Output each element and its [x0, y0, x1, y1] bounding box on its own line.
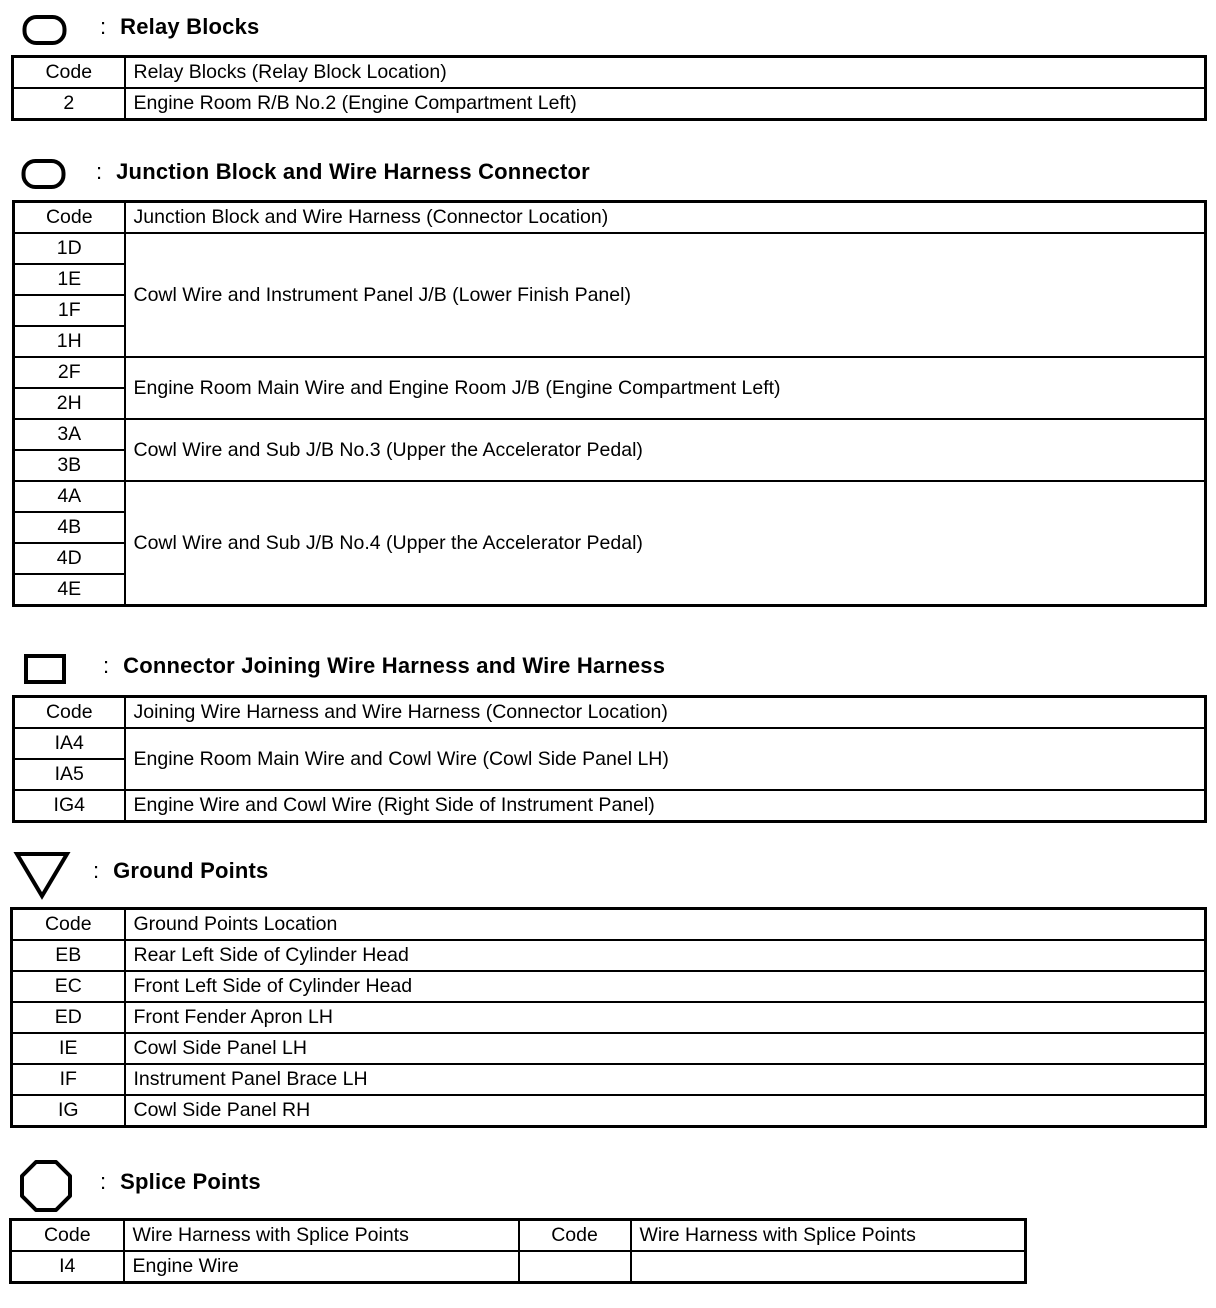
desc-cell: Engine Wire: [124, 1251, 519, 1283]
relay-blocks-table: [11, 55, 1207, 121]
table-row: [12, 971, 1206, 1002]
code-cell: 2: [13, 88, 125, 120]
desc-cell: Front Left Side of Cylinder Head: [125, 971, 1206, 1002]
table-header-row: [11, 1220, 1026, 1252]
code-cell: IA4: [14, 728, 125, 759]
desc-cell-2: [631, 1251, 1026, 1283]
table-row: [12, 1002, 1206, 1033]
table-row: [12, 1064, 1206, 1095]
section-title: Connector Joining Wire Harness and Wire Harness: [123, 653, 666, 678]
connector-table: [12, 695, 1207, 823]
code-cell-2: [519, 1251, 631, 1283]
splice-point-octagon-icon: [18, 1158, 74, 1214]
desc-header: Joining Wire Harness and Wire Harness (Connector Location): [125, 697, 1206, 729]
desc-cell: Instrument Panel Brace LH: [125, 1064, 1206, 1095]
desc-cell: Front Fender Apron LH: [125, 1002, 1206, 1033]
desc-cell: Rear Left Side of Cylinder Head: [125, 940, 1206, 971]
code-cell: 3B: [14, 450, 125, 481]
code-cell: IE: [12, 1033, 125, 1064]
code-header: Code: [14, 697, 125, 729]
code-cell: EB: [12, 940, 125, 971]
junction-block-heading: : Junction Block and Wire Harness Connector: [96, 159, 590, 184]
relay-block-symbol-icon: [22, 14, 68, 46]
section-title: Ground Points: [113, 858, 269, 883]
relay-blocks-heading: : Relay Blocks: [100, 14, 260, 39]
code-cell: IG: [12, 1095, 125, 1127]
section-title: Junction Block and Wire Harness Connector: [116, 159, 590, 184]
code-cell: 4D: [14, 543, 125, 574]
table-row: [14, 419, 1206, 450]
table-header-row: [14, 697, 1206, 729]
code-cell: I4: [11, 1251, 124, 1283]
code-cell: IG4: [14, 790, 125, 822]
desc-header: Junction Block and Wire Harness (Connector Location): [125, 202, 1206, 234]
desc-cell: Cowl Wire and Instrument Panel J/B (Lower Finish Panel): [125, 233, 1206, 357]
table-header-row: [12, 909, 1206, 941]
junction-block-table: [12, 200, 1207, 607]
ground-points-table: [10, 907, 1207, 1128]
connector-symbol-icon: [23, 652, 69, 686]
table-row: [12, 940, 1206, 971]
table-row: [14, 233, 1206, 264]
code-cell: 1D: [14, 233, 125, 264]
code-cell: 1E: [14, 264, 125, 295]
table-row: [12, 1095, 1206, 1127]
splice-points-table: [9, 1218, 1027, 1284]
code-header: Code: [11, 1220, 124, 1252]
desc-cell: Cowl Wire and Sub J/B No.3 (Upper the Accelerator Pedal): [125, 419, 1206, 481]
ground-point-triangle-icon: [13, 850, 71, 900]
code-header: Code: [13, 57, 125, 89]
desc-cell: Engine Room Main Wire and Engine Room J/B (Engine Compartment Left): [125, 357, 1206, 419]
code-cell: IF: [12, 1064, 125, 1095]
table-row: [11, 1251, 1026, 1283]
desc-header: Ground Points Location: [125, 909, 1206, 941]
code-cell: IA5: [14, 759, 125, 790]
junction-block-symbol-icon: [21, 158, 67, 190]
desc-header-2: Wire Harness with Splice Points: [631, 1220, 1026, 1252]
desc-header: Relay Blocks (Relay Block Location): [125, 57, 1206, 89]
section-title: Splice Points: [120, 1169, 261, 1194]
desc-header: Wire Harness with Splice Points: [124, 1220, 519, 1252]
desc-cell: Cowl Side Panel RH: [125, 1095, 1206, 1127]
table-row: [14, 790, 1206, 822]
splice-points-heading: : Splice Points: [100, 1169, 261, 1194]
table-row: [14, 357, 1206, 388]
code-header-2: Code: [519, 1220, 631, 1252]
code-cell: 3A: [14, 419, 125, 450]
desc-cell: Cowl Side Panel LH: [125, 1033, 1206, 1064]
code-cell: EC: [12, 971, 125, 1002]
ground-points-heading: : Ground Points: [93, 858, 269, 883]
code-cell: 4B: [14, 512, 125, 543]
section-title: Relay Blocks: [120, 14, 260, 39]
code-header: Code: [14, 202, 125, 234]
connector-heading: : Connector Joining Wire Harness and Wire Harness: [103, 653, 666, 678]
table-header-row: [13, 57, 1206, 89]
table-row: [14, 481, 1206, 512]
desc-cell: Cowl Wire and Sub J/B No.4 (Upper the Accelerator Pedal): [125, 481, 1206, 606]
code-cell: 2H: [14, 388, 125, 419]
table-row: [13, 88, 1206, 120]
desc-cell: Engine Room R/B No.2 (Engine Compartment Left): [125, 88, 1206, 120]
code-cell: 1H: [14, 326, 125, 357]
code-header: Code: [12, 909, 125, 941]
table-row: [14, 728, 1206, 759]
code-cell: ED: [12, 1002, 125, 1033]
desc-cell: Engine Room Main Wire and Cowl Wire (Cowl Side Panel LH): [125, 728, 1206, 790]
code-cell: 4E: [14, 574, 125, 606]
table-header-row: [14, 202, 1206, 234]
code-cell: 1F: [14, 295, 125, 326]
code-cell: 2F: [14, 357, 125, 388]
code-cell: 4A: [14, 481, 125, 512]
desc-cell: Engine Wire and Cowl Wire (Right Side of Instrument Panel): [125, 790, 1206, 822]
table-row: [12, 1033, 1206, 1064]
